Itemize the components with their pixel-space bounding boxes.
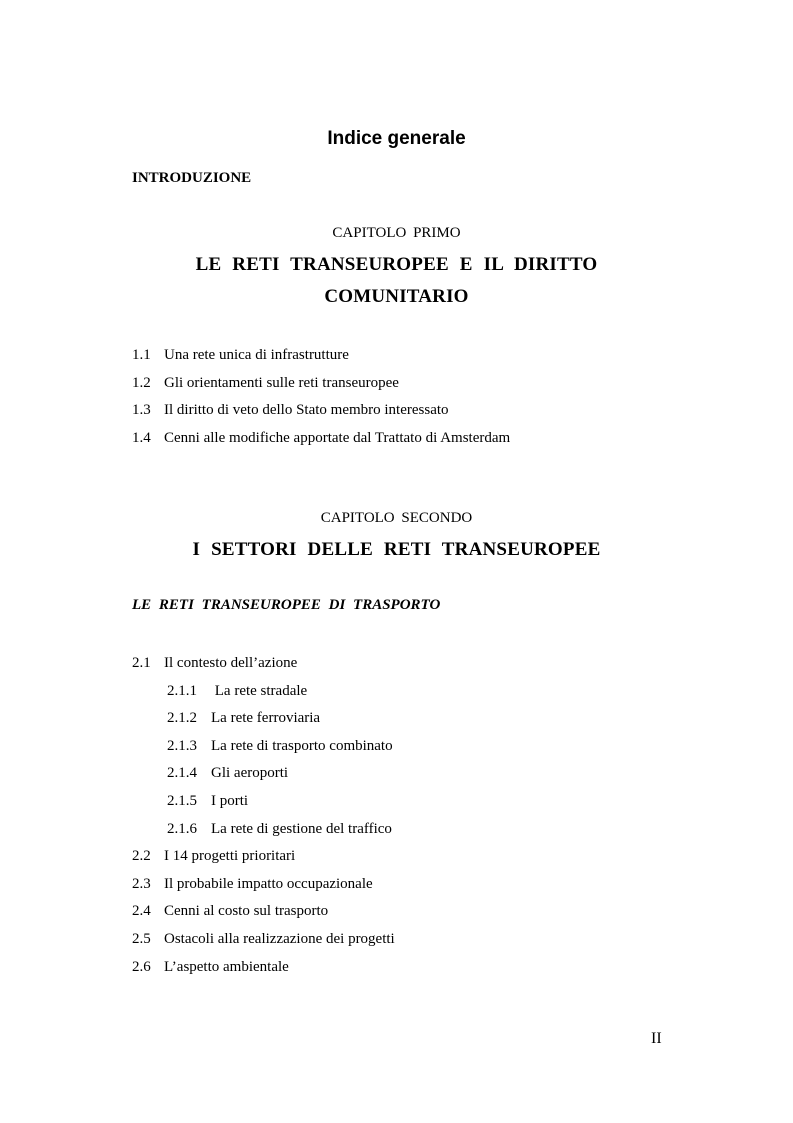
toc-entry-number: 1.1 <box>132 347 151 363</box>
toc-entry-text: I porti <box>211 792 249 809</box>
toc-entry[interactable] <box>132 957 395 985</box>
toc-entry-text: Una rete unica di infrastrutture <box>164 347 349 363</box>
toc-entry-text: La rete stradale <box>211 682 308 699</box>
toc-subentry[interactable] <box>132 819 395 847</box>
toc-entry-text: I 14 progetti prioritari <box>164 848 296 865</box>
toc-subentry[interactable] <box>132 681 395 709</box>
toc-subentry[interactable] <box>132 791 395 819</box>
toc-entry[interactable] <box>132 400 510 428</box>
chapter-1-toc <box>132 345 510 455</box>
toc-entry[interactable] <box>132 874 395 902</box>
introduction-heading: INTRODUZIONE <box>132 170 252 186</box>
toc-subentry[interactable] <box>132 736 395 764</box>
toc-entry-number: 2.1.2 <box>167 710 197 727</box>
chapter-2-toc <box>132 653 395 984</box>
toc-entry-text: Cenni al costo sul trasporto <box>164 903 329 920</box>
toc-entry-number: 1.2 <box>132 374 151 391</box>
toc-entry-text: Il contesto dell’azione <box>164 655 298 671</box>
toc-entry-number: 2.4 <box>132 903 151 920</box>
toc-entry[interactable] <box>132 345 510 373</box>
toc-entry[interactable] <box>132 653 395 681</box>
toc-subentry[interactable] <box>132 763 395 791</box>
chapter-1-title-line-2: COMUNITARIO <box>324 286 469 307</box>
toc-entry[interactable] <box>132 901 395 929</box>
toc-entry-number: 2.5 <box>132 930 151 947</box>
chapter-1-title-line-1: LE RETI TRANSEUROPEE E IL DIRITTO <box>195 254 598 275</box>
toc-entry-number: 2.1 <box>132 655 151 671</box>
toc-entry-number: 2.1.3 <box>167 737 197 754</box>
chapter-2-title: I SETTORI DELLE RETI TRANSEUROPEE <box>192 539 601 560</box>
chapter-1-label: CAPITOLO PRIMO <box>332 225 461 241</box>
toc-entry-number: 2.2 <box>132 848 151 865</box>
toc-entry-text: Il diritto di veto dello Stato membro interessato <box>164 402 449 419</box>
toc-subentry[interactable] <box>132 708 395 736</box>
toc-entry-text: Gli orientamenti sulle reti transeuropee <box>164 374 399 391</box>
toc-entry-number: 1.4 <box>132 429 151 446</box>
toc-entry-number: 2.1.5 <box>167 792 197 809</box>
toc-entry-text: Gli aeroporti <box>211 765 289 782</box>
toc-entry-text: Il probabile impatto occupazionale <box>164 875 373 892</box>
chapter-2-label: CAPITOLO SECONDO <box>320 510 473 526</box>
toc-entry-text: L’aspetto ambientale <box>164 958 289 975</box>
toc-entry[interactable] <box>132 846 395 874</box>
toc-entry[interactable] <box>132 428 510 456</box>
toc-entry-number: 1.3 <box>132 402 151 419</box>
toc-entry-number: 2.1.1 <box>167 682 197 699</box>
toc-entry-number: 2.3 <box>132 875 151 892</box>
section-heading: LE RETI TRANSEUROPEE DI TRASPORTO <box>132 597 441 613</box>
toc-entry[interactable] <box>132 929 395 957</box>
toc-entry-number: 2.1.6 <box>167 820 197 837</box>
toc-entry-text: La rete di gestione del traffico <box>211 820 392 837</box>
page-title: Indice generale <box>327 128 466 149</box>
toc-entry-text: Cenni alle modifiche apportate dal Trattato di Amsterdam <box>164 429 511 446</box>
toc-entry-number: 2.6 <box>132 958 151 975</box>
toc-entry-text: La rete di trasporto combinato <box>211 737 393 754</box>
toc-entry-number: 2.1.4 <box>167 765 197 782</box>
toc-entry-text: La rete ferroviaria <box>211 710 321 727</box>
toc-entry-text: Ostacoli alla realizzazione dei progetti <box>164 930 395 947</box>
toc-entry[interactable] <box>132 373 510 401</box>
page-number: II <box>651 1030 662 1047</box>
